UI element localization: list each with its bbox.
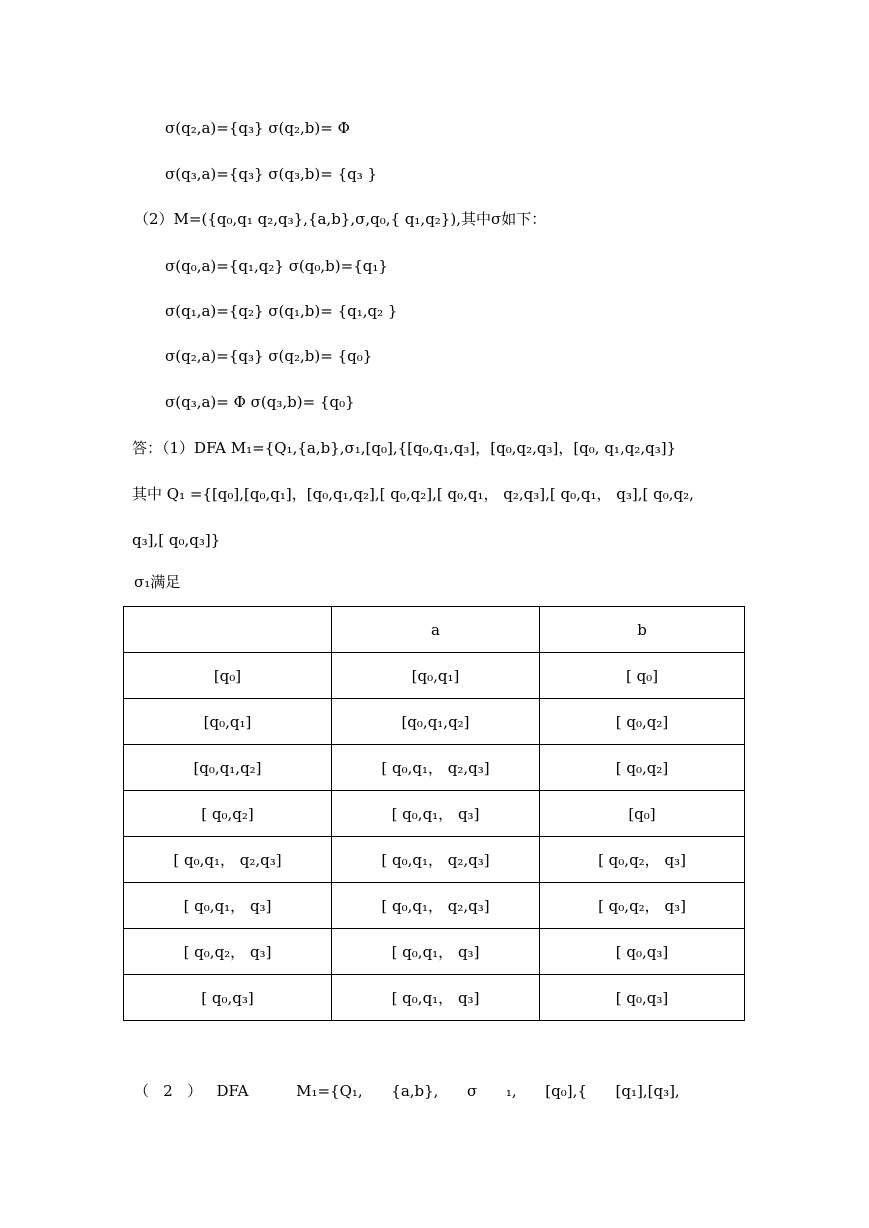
- table-cell: [ q₀,q₂]: [540, 745, 745, 791]
- table-cell: [ q₀]: [540, 653, 745, 699]
- table-row: [124, 745, 745, 791]
- transition-line-q0: σ(q₀,a)={q₁,q₂} σ(q₀,b)={q₁}: [165, 257, 388, 275]
- table-cell: [ q₀,q₂， q₃]: [540, 883, 745, 929]
- table-cell: [ q₀,q₁， q₂,q₃]: [124, 837, 332, 883]
- table-cell: [q₀]: [540, 791, 745, 837]
- table-cell: [ q₀,q₁， q₂,q₃]: [332, 883, 540, 929]
- table-row: [124, 791, 745, 837]
- table-cell: [ q₀,q₃]: [540, 975, 745, 1021]
- transition-line-q1: σ(q₁,a)={q₂} σ(q₁,b)= {q₁,q₂ }: [165, 302, 398, 320]
- transition-line-q3: σ(q₃,a)={q₃} σ(q₃,b)= {q₃ }: [165, 165, 378, 183]
- table-row: [124, 837, 745, 883]
- table-cell: [ q₀,q₂]: [540, 699, 745, 745]
- table-cell: [ q₀,q₁， q₃]: [332, 975, 540, 1021]
- table-row: [124, 699, 745, 745]
- table-row: [124, 653, 745, 699]
- table-cell: [ q₀,q₃]: [540, 929, 745, 975]
- table-row: [124, 929, 745, 975]
- table-cell: [ q₀,q₁， q₃]: [124, 883, 332, 929]
- state-set-line: 其中 Q₁ ={[q₀],[q₀,q₁]，[q₀,q₁,q₂],[ q₀,q₂],[ q₀,q₁， q₂,q₃],[ q₀,q₁， q₃],[ q₀,q₂,: [132, 485, 694, 503]
- table-cell: [q₀,q₁,q₂]: [124, 745, 332, 791]
- transition-table: [123, 606, 745, 1021]
- table-cell: [ q₀,q₁， q₂,q₃]: [332, 837, 540, 883]
- table-cell: [q₀]: [124, 653, 332, 699]
- table-cell: [ q₀,q₁， q₃]: [332, 791, 540, 837]
- table-cell: [ q₀,q₃]: [124, 975, 332, 1021]
- table-cell: [q₀,q₁,q₂]: [332, 699, 540, 745]
- nfa-definition-2: （2）M=({q₀,q₁ q₂,q₃},{a,b},σ,q₀,{ q₁,q₂}),其中σ如下：: [134, 210, 547, 228]
- header-cell-state: [124, 607, 332, 653]
- table-row: [124, 975, 745, 1021]
- table-row: [124, 883, 745, 929]
- table-cell: [q₀,q₁]: [332, 653, 540, 699]
- table-cell: [ q₀,q₁， q₂,q₃]: [332, 745, 540, 791]
- table-cell: [q₀,q₁]: [124, 699, 332, 745]
- state-set-line-cont: q₃],[ q₀,q₃]}: [132, 531, 221, 549]
- transition-line-q2b: σ(q₂,a)={q₃} σ(q₂,b)= {q₀}: [165, 347, 373, 365]
- header-cell-a: a: [332, 607, 540, 653]
- transition-line-q3b: σ(q₃,a)= Φ σ(q₃,b)= {q₀}: [165, 393, 355, 411]
- answer-dfa-2: （ 2 ） DFA M₁={Q₁, {a,b}, σ ₁, [q₀],{ [q₁],[q₃],: [134, 1082, 680, 1100]
- sigma1-caption: σ₁满足: [134, 573, 181, 591]
- table-cell: [ q₀,q₂， q₃]: [124, 929, 332, 975]
- answer-dfa-1: 答：（1）DFA M₁={Q₁,{a,b},σ₁,[q₀],{[q₀,q₁,q₃]，[q₀,q₂,q₃]，[q₀, q₁,q₂,q₃]}: [132, 439, 677, 457]
- table-cell: [ q₀,q₂， q₃]: [540, 837, 745, 883]
- table-cell: [ q₀,q₂]: [124, 791, 332, 837]
- table-cell: [ q₀,q₁， q₃]: [332, 929, 540, 975]
- table-header-row: [124, 607, 745, 653]
- header-cell-b: b: [540, 607, 745, 653]
- transition-line-q2: σ(q₂,a)={q₃} σ(q₂,b)= Φ: [165, 119, 350, 137]
